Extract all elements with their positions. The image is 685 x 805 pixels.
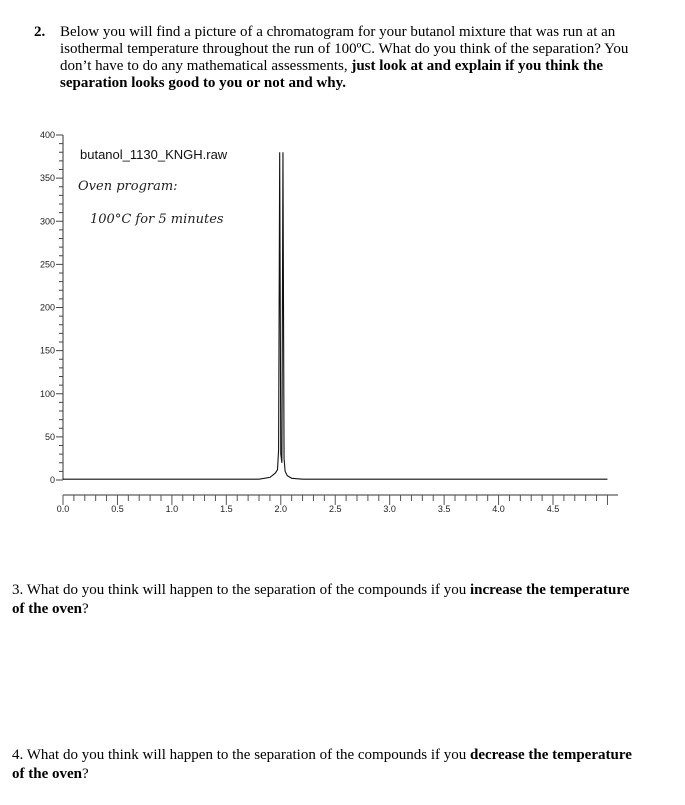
y-tick-label: 200	[39, 302, 55, 313]
chart-title: butanol_1130_KNGH.raw	[80, 147, 228, 162]
question-4-end: ?	[82, 766, 89, 782]
x-tick-label: 1.5	[220, 504, 233, 514]
x-axis	[57, 495, 618, 514]
question-3-text: 3. What do you think will happen to the separation of the compounds if you	[12, 582, 467, 598]
y-tick-label: 250	[39, 259, 55, 270]
question-2	[34, 24, 644, 92]
question-3-bold-text: increase the temperature of the oven	[12, 582, 630, 617]
x-tick-label: 2.5	[328, 504, 342, 514]
x-tick-label: 4.0	[492, 504, 505, 514]
y-tick-label: 150	[39, 345, 55, 356]
y-tick-label: 0	[49, 475, 55, 485]
question-3	[12, 581, 632, 619]
question-2-text: Below you will find a picture of a chromatogram for your butanol mixture that was run at an isothermal temperature throughout the run of 100ºC. What do you think of the separation? You don’t have to do any mathematical assessments,	[60, 24, 629, 74]
series-line-signal	[63, 152, 607, 479]
x-tick-label: 0.0	[56, 504, 70, 514]
question-3-end: ?	[82, 601, 89, 617]
x-tick-label: 4.5	[546, 504, 560, 514]
question-2-body	[60, 24, 644, 92]
x-tick-label: 2.0	[274, 504, 288, 514]
annotation-oven-temp: 100°C for 5 minutes	[90, 212, 224, 227]
y-tick-label: 100	[39, 388, 55, 399]
question-2-number: 2.	[34, 24, 46, 40]
x-tick-label: 1.0	[165, 504, 179, 514]
plot-area	[63, 152, 607, 479]
question-4	[12, 746, 632, 784]
question-4-text: 4. What do you think will happen to the separation of the compounds if you	[12, 747, 467, 763]
annotation-oven-program: Oven program:	[78, 179, 178, 194]
y-tick-label: 400	[39, 130, 55, 140]
y-tick-label: 350	[39, 173, 55, 184]
x-tick-label: 3.0	[383, 504, 396, 514]
chromatogram-chart	[0, 120, 685, 520]
x-tick-label: 0.5	[111, 504, 124, 514]
y-tick-label: 50	[44, 431, 55, 442]
y-axis	[40, 130, 63, 485]
question-2-bold-text: just look at and explain if you think the separation looks good to you or not and why.	[60, 58, 604, 91]
x-tick-label: 3.5	[437, 504, 451, 514]
question-4-bold-text: decrease the temperature of the oven	[12, 747, 632, 782]
y-tick-label: 300	[39, 216, 55, 227]
